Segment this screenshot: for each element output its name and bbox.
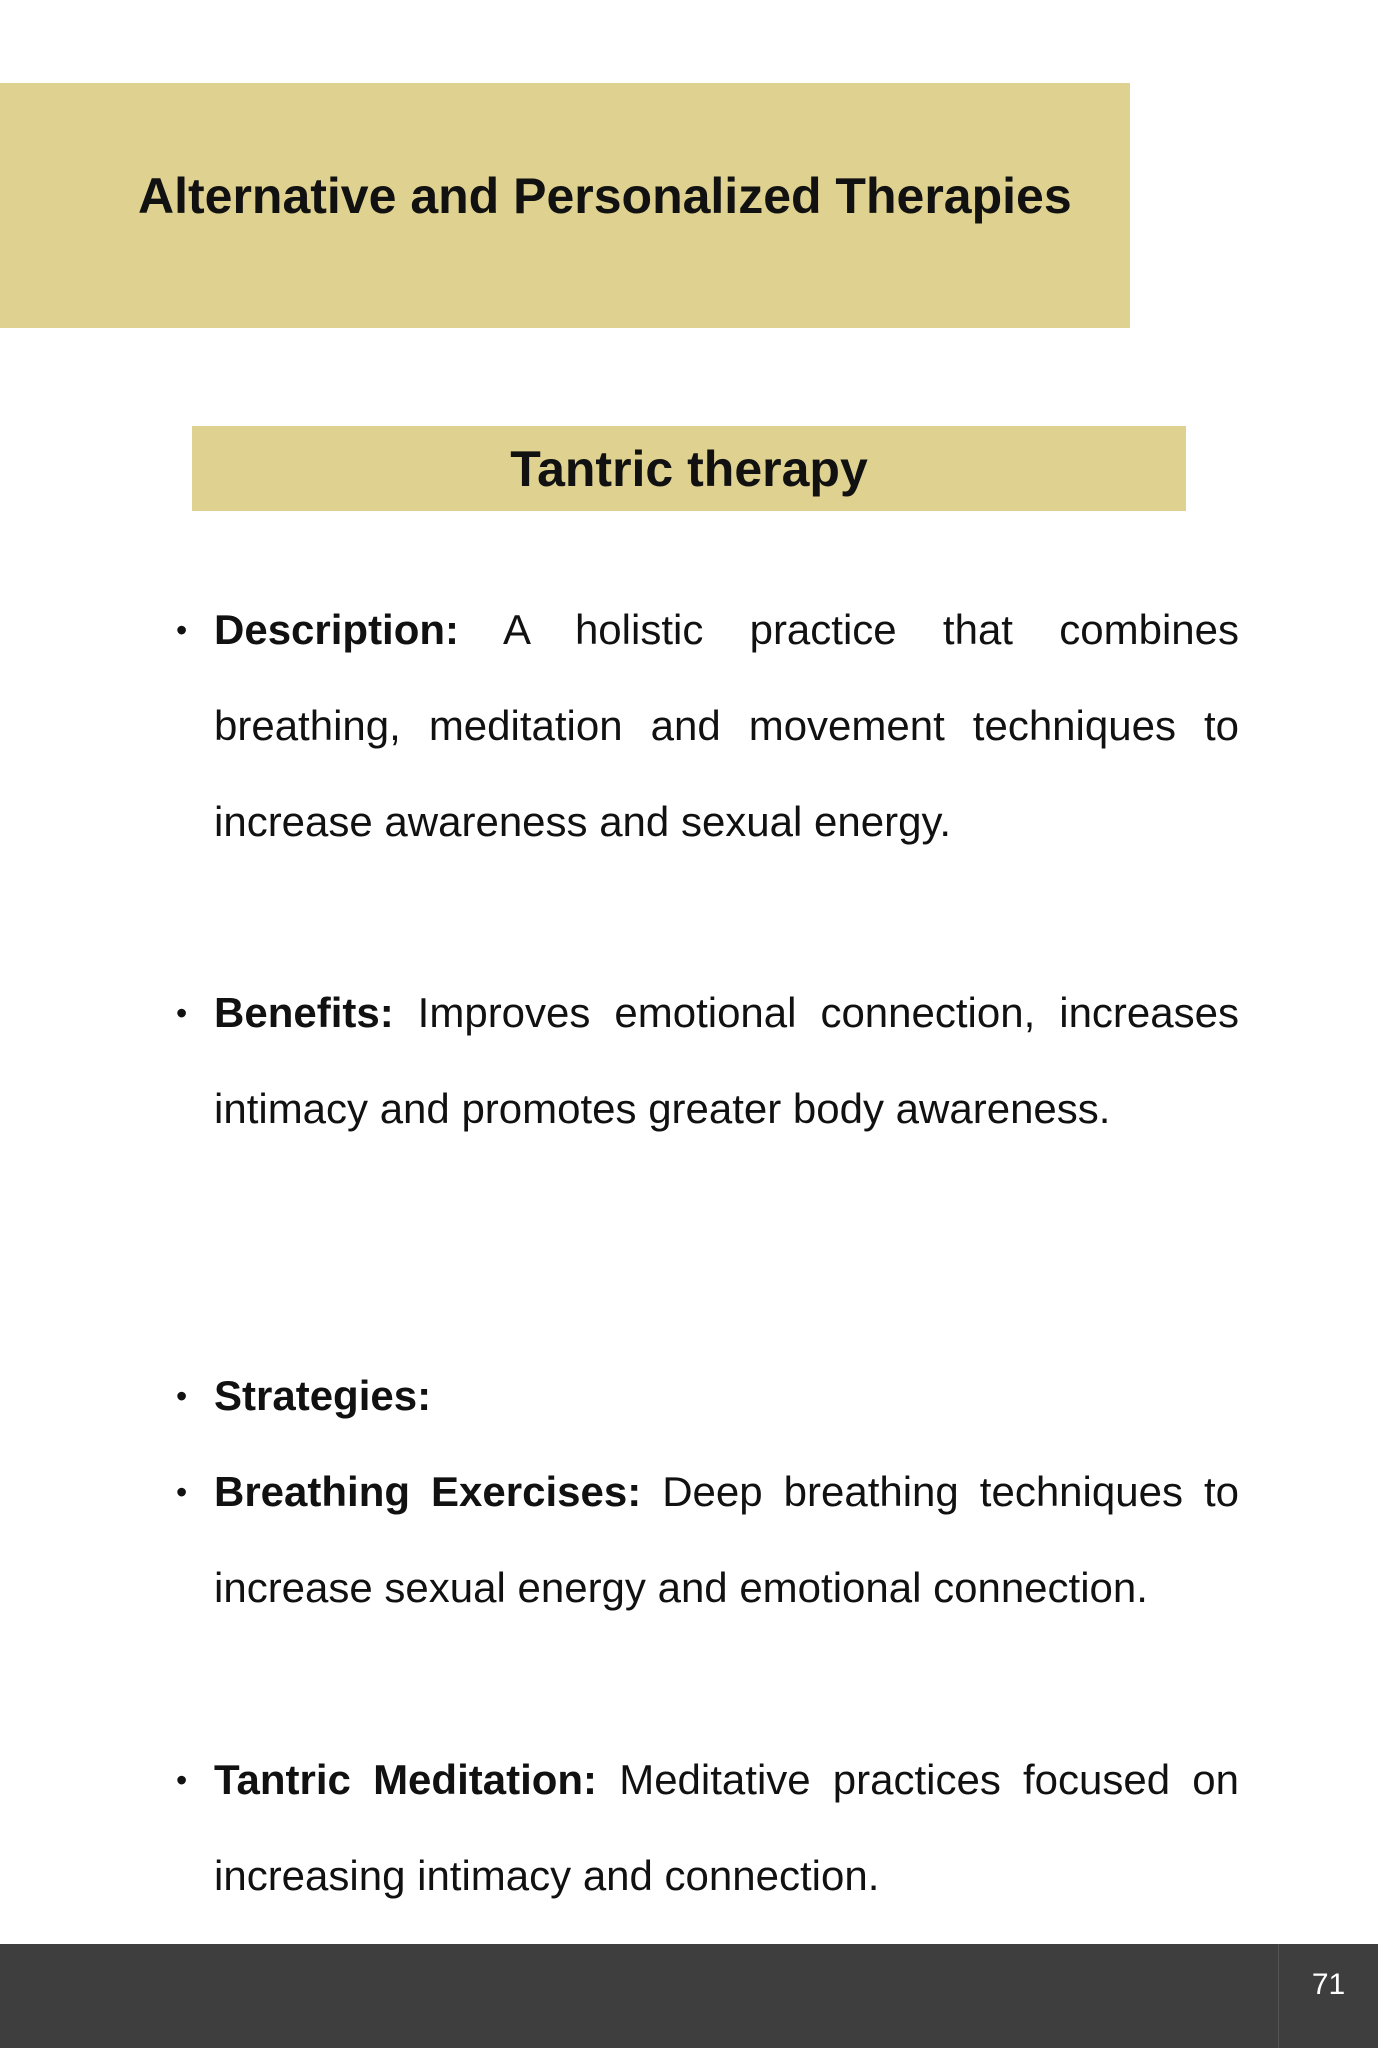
item-label: Strategies: — [214, 1372, 432, 1419]
page-number: 71 — [1311, 1968, 1346, 2001]
bullet-icon: • — [176, 1762, 188, 1798]
bullet-icon: • — [176, 995, 188, 1031]
list-item-benefits — [176, 965, 1239, 1157]
item-text: Improves emotional connection, increases intimacy and promotes greater body awareness. — [214, 989, 1239, 1132]
page-title: Alternative and Personalized Therapies — [138, 168, 1072, 224]
bullet-icon: • — [176, 1474, 188, 1510]
list-item-breathing-exercises — [176, 1444, 1239, 1636]
item-text: Deep breathing techniques to increase sexual energy and emotional connection. — [214, 1468, 1239, 1611]
bullet-icon: • — [176, 612, 188, 648]
item-label: Breathing Exercises: — [214, 1468, 642, 1515]
item-text: Meditative practices focused on increasing intimacy and connection. — [214, 1756, 1239, 1899]
item-label: Description: — [214, 606, 460, 653]
section-title: Tantric therapy — [510, 440, 868, 497]
list-item-strategies — [176, 1348, 1239, 1444]
section-heading-band — [192, 426, 1186, 511]
bullet-icon: • — [176, 1378, 188, 1414]
item-label: Tantric Meditation: — [214, 1756, 598, 1803]
list-item-tantric-meditation — [176, 1732, 1239, 1924]
item-label: Benefits: — [214, 989, 394, 1036]
list-item-description — [176, 582, 1239, 870]
item-text: A holistic practice that combines breathing, meditation and movement techniques to increase awareness and sexual energy. — [214, 606, 1239, 845]
footer-bar — [0, 1944, 1378, 2048]
